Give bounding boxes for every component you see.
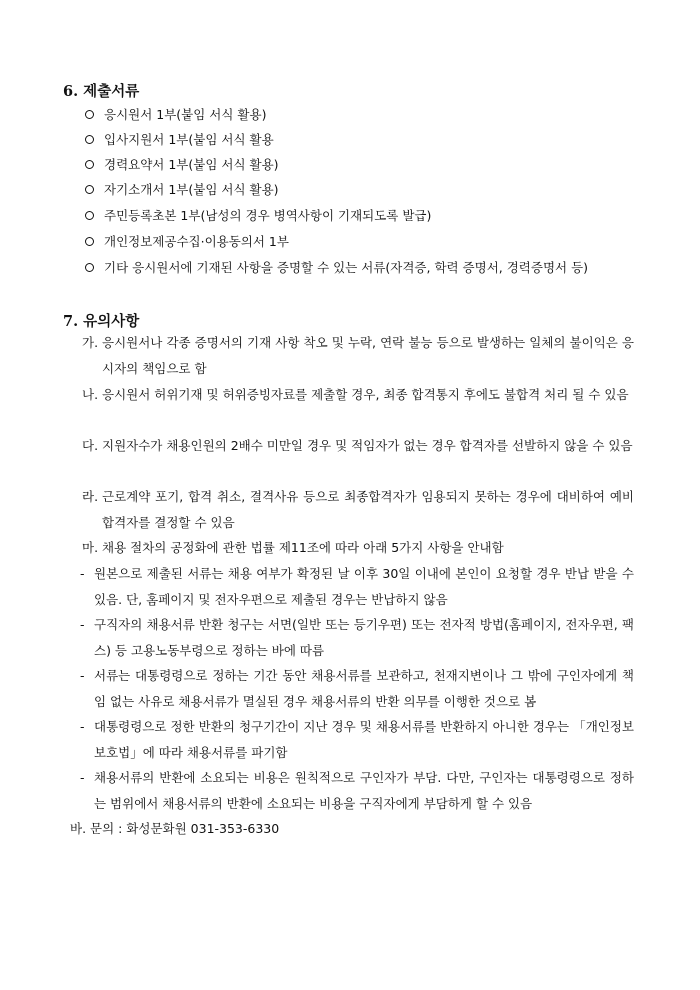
note-item (82, 535, 634, 561)
note-marker: 바. (70, 821, 87, 836)
dash-marker: - (80, 668, 85, 683)
circle-bullet-icon (85, 185, 94, 194)
note-text: 채용서류의 반환에 소요되는 비용은 원칙적으로 구인자가 부담. 다만, 구인자는 대통령령으로 정하는 범위에서 채용서류의 반환에 소요되는 비용을 구직자에게 부담하게 할 수 있음 (94, 770, 634, 811)
note-text: 근로계약 포기, 합격 취소, 결격사유 등으로 최종합격자가 임용되지 못하는 경우에 대비하여 예비합격자를 결정할 수 있음 (102, 489, 634, 530)
circle-bullet-icon (85, 110, 94, 119)
list-item: 기타 응시원서에 기재된 사항을 증명할 수 있는 서류(자격증, 학력 증명서, 경력증명서 등) (85, 257, 588, 279)
note-item (82, 330, 634, 381)
list-item: 입사지원서 1부(붙임 서식 활용 (85, 129, 274, 151)
contact-text: 문의 : 화성문화원 031-353-6330 (90, 821, 280, 836)
note-item (80, 663, 634, 714)
circle-bullet-icon (85, 263, 94, 272)
note-text: 응시원서 허위기재 및 허위증빙자료를 제출할 경우, 최종 합격통지 후에도 불합격 처리 될 수 있음 (102, 387, 629, 402)
note-text: 응시원서나 각종 증명서의 기재 사항 착오 및 누락, 연락 불능 등으로 발생하는 일체의 불이익은 응시자의 책임으로 함 (102, 335, 634, 376)
contact-item (70, 816, 634, 842)
note-marker: 다. (82, 438, 99, 453)
note-item (80, 561, 634, 612)
dash-marker: - (80, 566, 85, 581)
circle-bullet-icon (85, 237, 94, 246)
note-marker: 가. (82, 335, 99, 350)
note-text: 원본으로 제출된 서류는 채용 여부가 확정된 날 이후 30일 이내에 본인이 요청할 경우 반납 받을 수 있음. 단, 홈페이지 및 전자우편으로 제출된 경우는 반납하지 않음 (94, 566, 634, 607)
note-item (80, 765, 634, 816)
note-item (80, 612, 634, 663)
note-item (82, 484, 634, 535)
list-item: 경력요약서 1부(붙임 서식 활용) (85, 154, 279, 176)
note-text: 서류는 대통령령으로 정하는 기간 동안 채용서류를 보관하고, 천재지변이나 그 밖에 구인자에게 책임 없는 사유로 채용서류가 멸실된 경우 채용서류의 반환 의무를 이행한 것으로 봄 (94, 668, 634, 709)
list-item: 주민등록초본 1부(남성의 경우 병역사항이 기재되도록 발급) (85, 205, 431, 227)
note-item (82, 382, 634, 408)
section-6-title: 6. 제출서류 (63, 83, 140, 100)
list-item: 자기소개서 1부(붙임 서식 활용) (85, 179, 279, 201)
note-marker: 라. (82, 489, 99, 504)
note-marker: 나. (82, 387, 99, 402)
note-text: 지원자수가 채용인원의 2배수 미만일 경우 및 적임자가 없는 경우 합격자를 선발하지 않을 수 있음 (102, 438, 633, 453)
note-text: 대통령령으로 정한 반환의 청구기간이 지난 경우 및 채용서류를 반환하지 아니한 경우는 「개인정보 보호법」에 따라 채용서류를 파기함 (94, 719, 634, 760)
dash-marker: - (80, 719, 85, 734)
circle-bullet-icon (85, 211, 94, 220)
dash-marker: - (80, 617, 85, 632)
note-item (80, 714, 634, 765)
note-marker: 마. (82, 540, 99, 555)
note-text: 구직자의 채용서류 반환 청구는 서면(일반 또는 등기우편) 또는 전자적 방법(홈페이지, 전자우편, 팩스) 등 고용노동부령으로 정하는 바에 따름 (94, 617, 634, 658)
section-7-title: 7. 유의사항 (63, 313, 140, 330)
circle-bullet-icon (85, 160, 94, 169)
list-item: 응시원서 1부(붙임 서식 활용) (85, 104, 266, 126)
note-item (82, 433, 634, 459)
dash-marker: - (80, 770, 85, 785)
list-item: 개인정보제공수집·이용동의서 1부 (85, 231, 289, 253)
circle-bullet-icon (85, 135, 94, 144)
note-text: 채용 절차의 공정화에 관한 법률 제11조에 따라 아래 5가지 사항을 안내함 (102, 540, 504, 555)
